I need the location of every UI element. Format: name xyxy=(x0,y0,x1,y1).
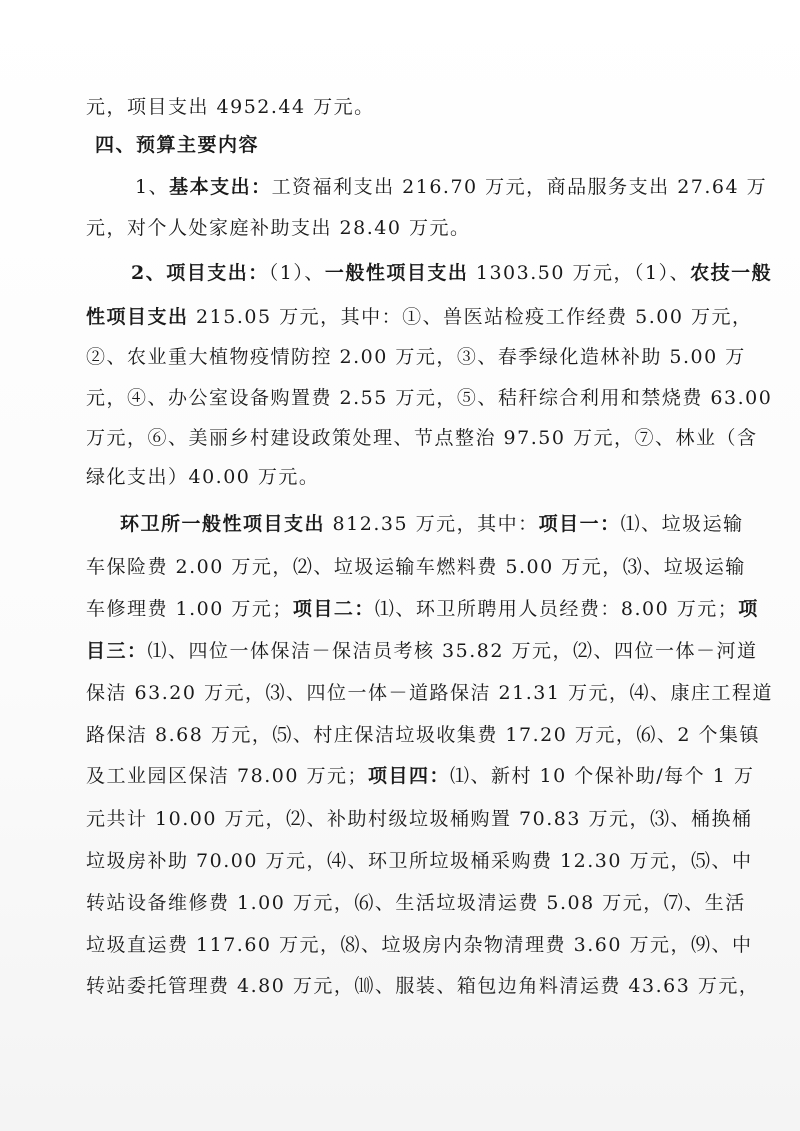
text-line-20 xyxy=(0,888,800,918)
text-line-6 xyxy=(0,302,800,332)
text-line-3 xyxy=(0,172,800,202)
text-run: ⑴、四位一体保洁－保洁员考核 35.82 万元，⑵、四位一体－河道 xyxy=(147,640,758,662)
text-line-13 xyxy=(0,594,800,624)
text-line-14 xyxy=(0,636,800,666)
text-run: ⑴、垃圾运输 xyxy=(620,513,744,535)
text-run: 车修理费 1.00 万元； xyxy=(86,598,293,620)
text-line-4 xyxy=(0,213,800,243)
text-run: 垃圾直运费 117.60 万元，⑻、垃圾房内杂物清理费 3.60 万元，⑼、中 xyxy=(86,934,753,956)
text-line-7 xyxy=(0,342,800,372)
section-heading-4 xyxy=(0,130,800,160)
text-run: 项 xyxy=(738,598,759,620)
text-line-21 xyxy=(0,930,800,960)
text-line-11 xyxy=(0,509,800,539)
text-run: 基本支出： xyxy=(169,176,272,198)
text-run: 转站委托管理费 4.80 万元，⑽、服装、箱包边角料清运费 43.63 万元， xyxy=(86,975,760,997)
text-run: （1）、 xyxy=(268,262,325,284)
text-run: 绿化支出）40.00 万元。 xyxy=(86,466,320,488)
text-run: 项目二： xyxy=(292,598,375,620)
text-run: 一般性项目支出 xyxy=(324,262,469,284)
text-line-12 xyxy=(0,552,800,582)
text-run: 转站设备维修费 1.00 万元，⑹、生活垃圾清运费 5.08 万元，⑺、生活 xyxy=(86,892,746,914)
text-run: 路保洁 8.68 万元，⑸、村庄保洁垃圾收集费 17.20 万元，⑹、2 个集镇 xyxy=(86,724,760,746)
text-run: 元，项目支出 4952.44 万元。 xyxy=(86,96,375,118)
text-run: 及工业园区保洁 78.00 万元； xyxy=(86,765,368,787)
text-run: 项目四： xyxy=(367,765,450,787)
text-line-1 xyxy=(0,92,800,122)
text-line-10 xyxy=(0,462,800,492)
text-run: ⑴、新村 10 个保补助/每个 1 万 xyxy=(450,765,755,787)
text-run: 垃圾房补助 70.00 万元，⑷、环卫所垃圾桶采购费 12.30 万元，⑸、中 xyxy=(86,850,753,872)
text-run: 1303.50 万元，（1）、 xyxy=(468,262,691,284)
text-line-17 xyxy=(0,761,800,791)
text-line-15 xyxy=(0,678,800,708)
text-run: 812.35 万元，其中： xyxy=(325,513,539,535)
text-line-8 xyxy=(0,383,800,413)
text-run: 工资福利支出 216.70 万元，商品服务支出 27.64 万 xyxy=(271,176,768,198)
text-run: 性项目支出 xyxy=(86,306,189,328)
text-run: 1、 xyxy=(135,176,170,198)
text-run: 元，④、办公室设备购置费 2.55 万元，⑤、秸秆综合利用和禁烧费 63.00 xyxy=(86,387,773,409)
text-run: 2、项目支出： xyxy=(131,262,269,284)
text-run: 保洁 63.20 万元，⑶、四位一体－道路保洁 21.31 万元，⑷、康庄工程道 xyxy=(86,682,773,704)
text-line-18 xyxy=(0,804,800,834)
text-run: 项目一： xyxy=(538,513,621,535)
text-run: 车保险费 2.00 万元，⑵、垃圾运输车燃料费 5.00 万元，⑶、垃圾运输 xyxy=(86,556,746,578)
text-run: 元，对个人处家庭补助支出 28.40 万元。 xyxy=(86,217,471,239)
text-run: 元共计 10.00 万元，⑵、补助村级垃圾桶购置 70.83 万元，⑶、桶换桶 xyxy=(86,808,753,830)
text-line-22 xyxy=(0,971,800,1001)
text-run: ②、农业重大植物疫情防控 2.00 万元，③、春季绿化造林补助 5.00 万 xyxy=(86,346,746,368)
text-run: 农技一般 xyxy=(690,262,773,284)
text-run: 万元，⑥、美丽乡村建设政策处理、节点整治 97.50 万元，⑦、林业（含 xyxy=(86,427,758,449)
text-line-9 xyxy=(0,423,800,453)
text-line-19 xyxy=(0,846,800,876)
text-run: 目三： xyxy=(86,640,148,662)
text-line-16 xyxy=(0,720,800,750)
text-run: ⑴、环卫所聘用人员经费：8.00 万元； xyxy=(374,598,739,620)
text-line-5 xyxy=(0,258,800,288)
text-run: 环卫所一般性项目支出 xyxy=(120,513,326,535)
text-run: 215.05 万元，其中：①、兽医站检疫工作经费 5.00 万元， xyxy=(188,306,753,328)
text-run: 四、预算主要内容 xyxy=(95,134,260,156)
